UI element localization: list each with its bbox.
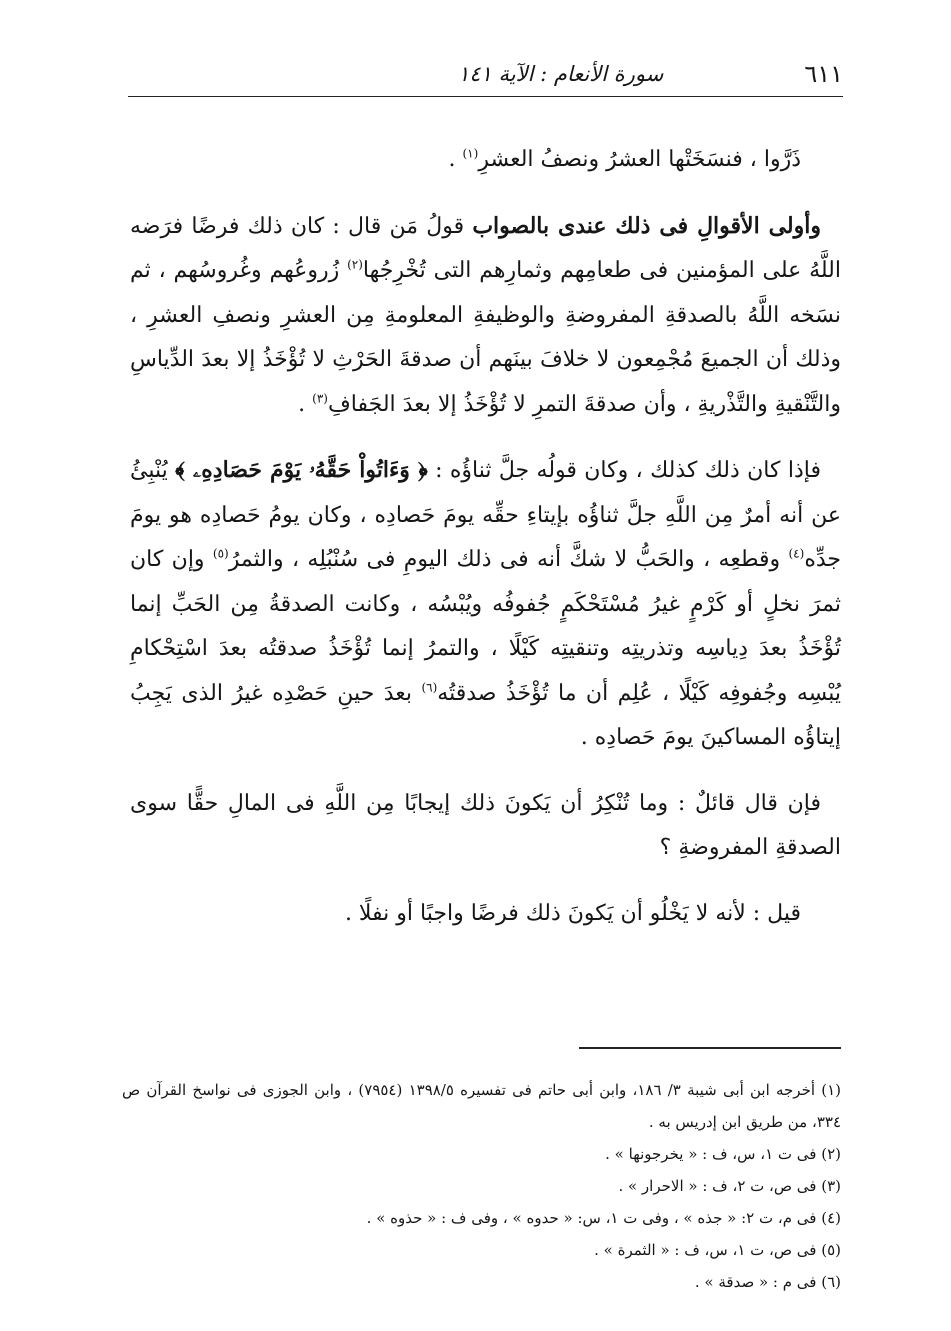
footnote-6: (٦) فى م : « صدقة » . — [694, 1273, 841, 1291]
footnote-divider — [579, 1047, 841, 1049]
paragraph-1-end: . — [448, 147, 463, 172]
paragraph-3-text-a: فإذا كان ذلك كذلك ، وكان قولُه جلَّ ثناؤُه : — [427, 458, 821, 483]
footnote-ref-5: (٥) — [212, 546, 229, 561]
paragraph-5: قيل : لأنه لا يَخْلُو أن يَكونَ ذلك فرضًا واجبًا أو نفلًا . — [344, 900, 801, 926]
paragraph-3-text-e: بعدَ حينِ حَصْدِه غيرُ الذى يَجِبُ إيتاؤُه المساكينَ يومَ حَصادِه . — [130, 680, 841, 750]
paragraph-4: فإن قال قائلٌ : وما تُنْكِرُ أن يَكونَ ذلك إيجابًا مِن اللَّهِ فى المالِ حقًّا سوى الصدقةِ المفروضةِ ؟ — [130, 790, 841, 860]
quran-verse: ﴿ وَءَاتُواْ حَقَّهُۥ يَوْمَ حَصَادِهِۦ ﴾ — [175, 457, 428, 483]
footnote-ref-4: (٤) — [788, 546, 805, 561]
paragraph-3-text-b: يُنْبِئُ عن أنه أمرٌ مِن اللَّهِ جلَّ ثناؤُه بإيتاءِ حقِّه يومَ حَصادِه ، وكان يومُ حَصادِه هو يومَ جدِّه — [130, 458, 841, 572]
paragraph-1 — [130, 138, 841, 183]
paragraph-3-text-d: وإن كان ثمرَ نخلٍ أو كَرْمٍ غيرُ مُسْتَحْكَمٍ جُفوفُه ويُبْسُه ، وكانت الصدقةُ مِن الحَبِّ إنما تُؤْخَذُ بعدَ دِياسِه وتذريتِه وتنقيتِه كَيْلًا ، والتمرُ إنما تُؤْخَذُ صدقتُه بعدَ اسْتِحْكامِ يُبْسِه وجُفوفِه كَيْلًا ، عُلِم أن ما تُؤْخَذُ صدقتُه — [130, 547, 841, 706]
paragraph-1-text: ذَرَّوا ، فنسَخَتْها العشرُ ونصفُ العشرِ — [478, 147, 801, 172]
page-number: ٦١١ — [804, 60, 843, 88]
footnote-5: (٥) فى ص، ت ١، س، ف : « الثمرة » . — [594, 1241, 841, 1259]
paragraph-2-lead: وأولى الأقوالِ فى ذلك عندى بالصواب — [472, 212, 821, 239]
footnote-ref-6: (٦) — [421, 680, 438, 695]
footnote-ref-1: (١) — [462, 146, 479, 161]
paragraph-2-end: . — [298, 391, 313, 417]
paragraph-2-text-a: قولُ مَن قال : كان ذلك فرضًا فرَضه اللَّهُ على المؤمنين فى طعامِهم وثمارِهم التى تُخْرِجُها — [130, 213, 841, 283]
footnote-ref-3: (٣) — [312, 391, 328, 406]
footnote-4: (٤) فى م، ت ٢: « جذه » ، وفى ت ١، س: « حدوه » ، وفى ف : « حذوه » . — [366, 1209, 841, 1227]
footnote-2: (٢) فى ت ١، س، ف : « يخرجونها » . — [605, 1145, 841, 1163]
page-header — [128, 58, 843, 97]
paragraph-3 — [130, 448, 841, 761]
paragraph-2 — [130, 204, 841, 428]
paragraph-2-text-b: زُروعُهم وغُروسُهم ، ثم نسَخه اللَّهُ بالصدقةِ المفروضةِ والوظيفةِ المعلومةِ مِن العشرِ ونصفِ العشرِ ، وذلك أن الجميعَ مُجْمِعون لا خلافَ بينَهم أن صدقةَ الحَرْثِ لا تُؤْخَذُ إلا بعدَ الدِّياسِ والتَّنْقيةِ والتَّذْريةِ ، وأن صدقةَ التمرِ لا تُؤْخَذُ إلا بعدَ الجَفافِ — [130, 258, 841, 417]
paragraph-3-text-c: وقطعِه ، والحَبُّ لا شكَّ أنه فى ذلك اليومِ فى سُنْبُلِه ، والثمرُ — [228, 547, 789, 572]
footnotes — [122, 1074, 841, 1298]
running-title: سورة الأنعام : الآية ١٤١ — [458, 62, 664, 86]
footnote-3: (٣) فى ص، ت ٢، ف : « الاحرار » . — [618, 1177, 841, 1195]
footnote-1: (١) أخرجه ابن أبى شيبة ٣/ ١٨٦، وابن أبى حاتم فى تفسيره ١٣٩٨/٥ (٧٩٥٤) ، وابن الجوزى فى نواسخ القرآن ص ٣٣٤، من طريق ابن إدريس به . — [122, 1081, 841, 1131]
footnote-ref-2: (٢) — [347, 257, 363, 272]
main-text — [130, 138, 841, 957]
